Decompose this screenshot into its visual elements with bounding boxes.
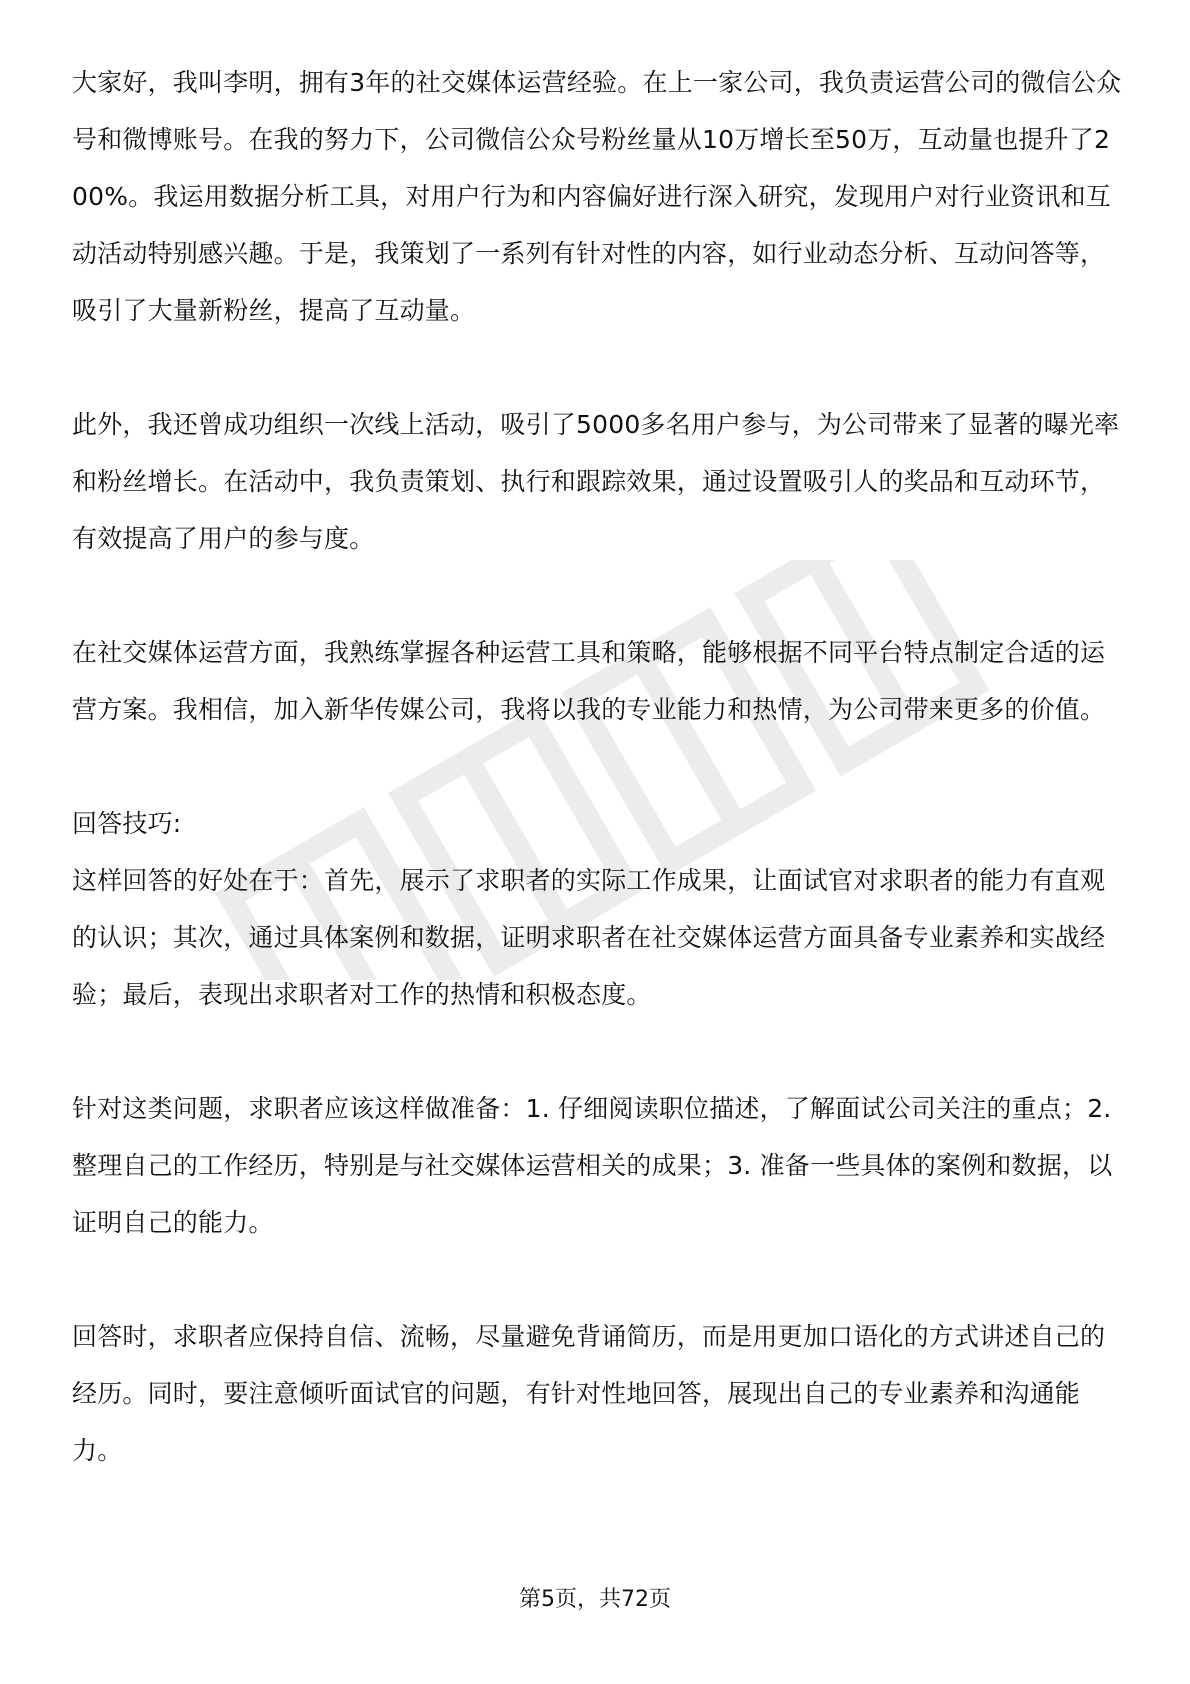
paragraph-self-introduction: 大家好，我叫李明，拥有3年的社交媒体运营经验。在上一家公司，我负责运营公司的微信公众号和微博账号。在我的努力下，公司微信公众号粉丝量从10万增长至50万，互动量也提升了200%。我运用数据分析工具，对用户行为和内容偏好进行深入研究，发现用户对行业资讯和互动活动特别感兴趣。于是，我策划了一系列有针对性的内容，如行业动态分析、互动问答等，吸引了大量新粉丝，提高了互动量。 bbox=[72, 68, 1122, 325]
paragraph-preparation-steps: 针对这类问题，求职者应该这样做准备：1. 仔细阅读职位描述，了解面试公司关注的重点；2. 整理自己的工作经历，特别是与社交媒体运营相关的成果；3. 准备一些具体的案例和数据，以证明自己的能力。 bbox=[72, 1094, 1120, 1237]
paragraph-answering-advice: 回答时，求职者应保持自信、流畅，尽量避免背诵简历，而是用更加口语化的方式讲述自己的经历。同时，要注意倾听面试官的问题，有针对性地回答，展现出自己的专业素养和沟通能力。 bbox=[72, 1322, 1106, 1465]
paragraph-spacer bbox=[72, 1251, 1122, 1308]
paragraph-spacer bbox=[72, 1023, 1122, 1080]
section-heading-answer-tips: 回答技巧: bbox=[72, 809, 182, 838]
page-number-footer: 第5页，共72页 bbox=[519, 1587, 671, 1612]
paragraph-operations-skills: 在社交媒体运营方面，我熟练掌握各种运营工具和策略，能够根据不同平台特点制定合适的运营方案。我相信，加入新华传媒公司，我将以我的专业能力和热情，为公司带来更多的价值。 bbox=[72, 638, 1106, 724]
paragraph-online-event: 此外，我还曾成功组织一次线上活动，吸引了5000多名用户参与，为公司带来了显著的曝光率和粉丝增长。在活动中，我负责策划、执行和跟踪效果，通过设置吸引人的奖品和互动环节，有效提高了用户的参与度。 bbox=[72, 410, 1120, 553]
document-body bbox=[72, 54, 1122, 1479]
paragraph-spacer bbox=[72, 339, 1122, 396]
paragraph-answer-benefits: 这样回答的好处在于：首先，展示了求职者的实际工作成果，让面试官对求职者的能力有直观的认识；其次，通过具体案例和数据，证明求职者在社交媒体运营方面具备专业素养和实战经验；最后，表现出求职者对工作的热情和积极态度。 bbox=[72, 866, 1106, 1009]
paragraph-spacer bbox=[72, 738, 1122, 795]
paragraph-spacer bbox=[72, 567, 1122, 624]
